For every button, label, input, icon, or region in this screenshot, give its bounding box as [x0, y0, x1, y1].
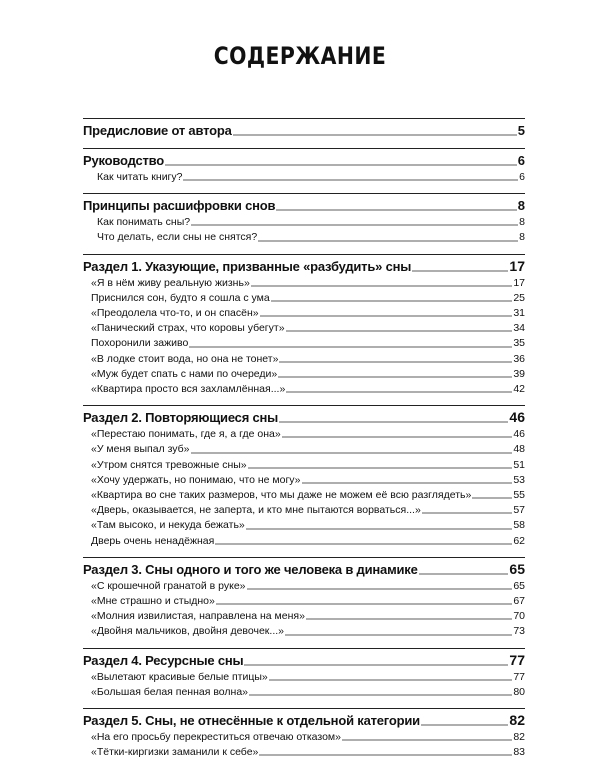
toc-page-number: 57	[513, 504, 525, 517]
toc-entry-title: «На его просьбу перекреститься отвечаю отказом»	[91, 731, 341, 744]
toc-item[interactable]	[83, 534, 525, 549]
toc-section-heading[interactable]	[83, 196, 525, 215]
toc-page-number: 46	[513, 428, 525, 441]
toc-entry-title: «Квартира во сне таких размеров, что мы даже не можем её всю разглядеть»	[91, 489, 472, 502]
toc-page-number: 8	[517, 198, 525, 214]
dot-leader	[282, 436, 513, 438]
dot-leader	[278, 376, 512, 378]
dot-leader	[183, 179, 518, 181]
dot-leader	[412, 270, 508, 272]
toc-section	[83, 148, 525, 193]
toc-section-heading[interactable]	[83, 560, 525, 579]
toc-item[interactable]	[83, 306, 525, 321]
toc-item[interactable]	[83, 609, 525, 624]
toc-entry-title: Раздел 5. Сны, не отнесённые к отдельной категории	[83, 713, 420, 729]
toc-entry-title: «Я в нём живу реальную жизнь»	[91, 276, 250, 289]
dot-leader	[259, 754, 512, 756]
toc-entry-title: «С крошечной гранатой в руке»	[91, 579, 246, 592]
toc-entry-title: «Хочу удержать, но понимаю, что не могу»	[91, 473, 301, 486]
dot-leader	[286, 391, 512, 393]
toc-page-number: 39	[513, 367, 525, 380]
dot-leader	[302, 482, 513, 484]
page-title: СОДЕРЖАНИЕ	[213, 42, 387, 70]
table-of-contents	[83, 118, 525, 768]
toc-page-number: 42	[513, 383, 525, 396]
toc-page-number: 65	[509, 560, 525, 577]
toc-entry-title: «Мне страшно и стыдно»	[91, 595, 215, 608]
toc-section-heading[interactable]	[83, 408, 525, 427]
dot-leader	[286, 330, 513, 332]
toc-entry-title: Руководство	[83, 153, 165, 168]
toc-page-number: 62	[513, 534, 525, 547]
toc-section-heading[interactable]	[83, 651, 525, 670]
toc-item[interactable]	[83, 382, 525, 397]
dot-leader	[276, 209, 516, 211]
dot-leader	[233, 134, 517, 136]
toc-page-number: 58	[513, 519, 525, 532]
toc-item[interactable]	[83, 352, 525, 367]
toc-page-number: 46	[509, 409, 525, 426]
toc-page-number: 17	[513, 276, 525, 289]
toc-page-number: 25	[513, 291, 525, 304]
toc-entry-title: Как читать книгу?	[97, 171, 183, 183]
toc-section-heading[interactable]	[83, 151, 525, 170]
toc-page-number: 51	[513, 458, 525, 471]
toc-entry-title: «Вылетают красивые белые птицы»	[91, 670, 268, 683]
toc-item[interactable]	[83, 427, 525, 442]
toc-item[interactable]	[83, 488, 525, 503]
toc-item[interactable]	[83, 624, 525, 639]
dot-leader	[472, 497, 512, 499]
toc-item[interactable]	[83, 473, 525, 488]
dot-leader	[285, 634, 512, 636]
toc-page-number: 77	[509, 651, 525, 668]
dot-leader	[421, 724, 509, 726]
toc-section-heading[interactable]	[83, 257, 525, 276]
toc-item[interactable]	[83, 367, 525, 382]
toc-entry-title: Предисловие от автора	[83, 123, 232, 138]
toc-section	[83, 118, 525, 148]
dot-leader	[189, 346, 512, 348]
toc-item[interactable]	[83, 215, 525, 230]
toc-page-number: 65	[513, 579, 525, 592]
toc-item[interactable]	[83, 230, 525, 245]
dot-leader	[342, 739, 512, 741]
dot-leader	[165, 164, 517, 166]
dot-leader	[279, 361, 512, 363]
toc-entry-title: «Преодолела что-то, и он спасён»	[91, 307, 259, 320]
toc-section	[83, 405, 525, 557]
toc-entry-title: «В лодке стоит вода, но она не тонет»	[91, 352, 279, 365]
toc-item[interactable]	[83, 518, 525, 533]
toc-page-number: 73	[513, 625, 525, 638]
toc-item[interactable]	[83, 170, 525, 185]
toc-entry-title: «Двойня мальчиков, двойня девочек...»	[91, 625, 284, 638]
toc-entry-title: Раздел 3. Сны одного и того же человека в динамике	[83, 561, 418, 577]
toc-page-number: 67	[513, 595, 525, 608]
toc-page-number: 8	[519, 231, 525, 244]
toc-item[interactable]	[83, 670, 525, 685]
toc-page-number: 34	[513, 322, 525, 335]
dot-leader	[215, 543, 512, 545]
toc-item[interactable]	[83, 442, 525, 457]
toc-entry-title: Что делать, если сны не снятся?	[97, 231, 258, 244]
toc-page-number: 6	[519, 171, 525, 183]
dot-leader	[249, 694, 512, 696]
toc-entry-title: «Панический страх, что коровы убегут»	[91, 322, 285, 335]
toc-entry-title: «Перестаю понимать, где я, а где она»	[91, 428, 281, 441]
toc-item[interactable]	[83, 594, 525, 609]
toc-page-number: 5	[517, 123, 525, 138]
toc-item[interactable]	[83, 730, 525, 745]
toc-entry-title: Принципы расшифровки снов	[83, 198, 276, 214]
toc-entry-title: Как понимать сны?	[97, 216, 191, 229]
toc-entry-title: «Там высоко, и некуда бежать»	[91, 519, 245, 532]
dot-leader	[269, 679, 513, 681]
toc-page-number: 53	[513, 473, 525, 486]
dot-leader	[251, 285, 513, 287]
toc-page-number: 8	[519, 216, 525, 229]
toc-entry-title: Приснился сон, будто я сошла с ума	[91, 291, 270, 304]
toc-entry-title: «Большая белая пенная волна»	[91, 685, 248, 698]
toc-entry-title: Раздел 1. Указующие, призванные «разбудить» сны	[83, 258, 412, 274]
dot-leader	[260, 315, 513, 317]
dot-leader	[419, 573, 509, 575]
toc-item[interactable]	[83, 745, 525, 760]
toc-entry-title: Раздел 2. Повторяющиеся сны	[83, 410, 279, 426]
toc-page-number: 48	[513, 443, 525, 456]
dot-leader	[247, 588, 513, 590]
toc-entry-title: «Молния извилистая, направлена на меня»	[91, 610, 305, 623]
toc-item[interactable]	[83, 685, 525, 700]
dot-leader	[248, 467, 513, 469]
toc-page-number: 36	[513, 352, 525, 365]
toc-item[interactable]	[83, 503, 525, 518]
dot-leader	[191, 224, 518, 226]
toc-page-number: 82	[509, 712, 525, 729]
toc-page-number: 55	[513, 489, 525, 502]
toc-page-number: 80	[513, 685, 525, 698]
toc-section	[83, 648, 525, 708]
toc-page-number: 17	[509, 257, 525, 274]
toc-page-number: 82	[513, 731, 525, 744]
dot-leader	[306, 618, 512, 620]
toc-entry-title: Дверь очень ненадёжная	[91, 534, 215, 547]
toc-entry-title: «Квартира просто вся захламлённая...»	[91, 383, 286, 396]
toc-page-number: 31	[513, 307, 525, 320]
toc-item[interactable]	[83, 276, 525, 291]
toc-item[interactable]	[83, 579, 525, 594]
toc-section	[83, 708, 525, 768]
toc-item[interactable]	[83, 336, 525, 351]
toc-page-number: 70	[513, 610, 525, 623]
toc-item[interactable]	[83, 458, 525, 473]
toc-item[interactable]	[83, 291, 525, 306]
toc-section-heading[interactable]	[83, 121, 525, 140]
toc-entry-title: Раздел 4. Ресурсные сны	[83, 652, 244, 668]
toc-page-number: 6	[517, 153, 525, 168]
toc-entry-title: «Муж будет спать с нами по очереди»	[91, 367, 278, 380]
dot-leader	[271, 300, 513, 302]
toc-entry-title: Похоронили заживо	[91, 337, 189, 350]
toc-page-number: 35	[513, 337, 525, 350]
toc-entry-title: «Утром снятся тревожные сны»	[91, 458, 247, 471]
toc-page-number: 83	[513, 746, 525, 759]
toc-section	[83, 557, 525, 648]
dot-leader	[191, 452, 513, 454]
toc-page-number: 77	[513, 670, 525, 683]
toc-entry-title: «У меня выпал зуб»	[91, 443, 190, 456]
dot-leader	[246, 528, 513, 530]
dot-leader	[279, 421, 508, 423]
toc-entry-title: «Тётки-киргизки заманили к себе»	[91, 746, 259, 759]
toc-section	[83, 193, 525, 253]
dot-leader	[244, 664, 508, 666]
toc-entry-title: «Дверь, оказывается, не заперта, и кто мне пытаются ворваться...»	[91, 504, 421, 517]
dot-leader	[216, 603, 512, 605]
toc-item[interactable]	[83, 321, 525, 336]
dot-leader	[422, 512, 513, 514]
toc-section	[83, 254, 525, 406]
toc-section-heading[interactable]	[83, 711, 525, 730]
dot-leader	[258, 240, 518, 242]
